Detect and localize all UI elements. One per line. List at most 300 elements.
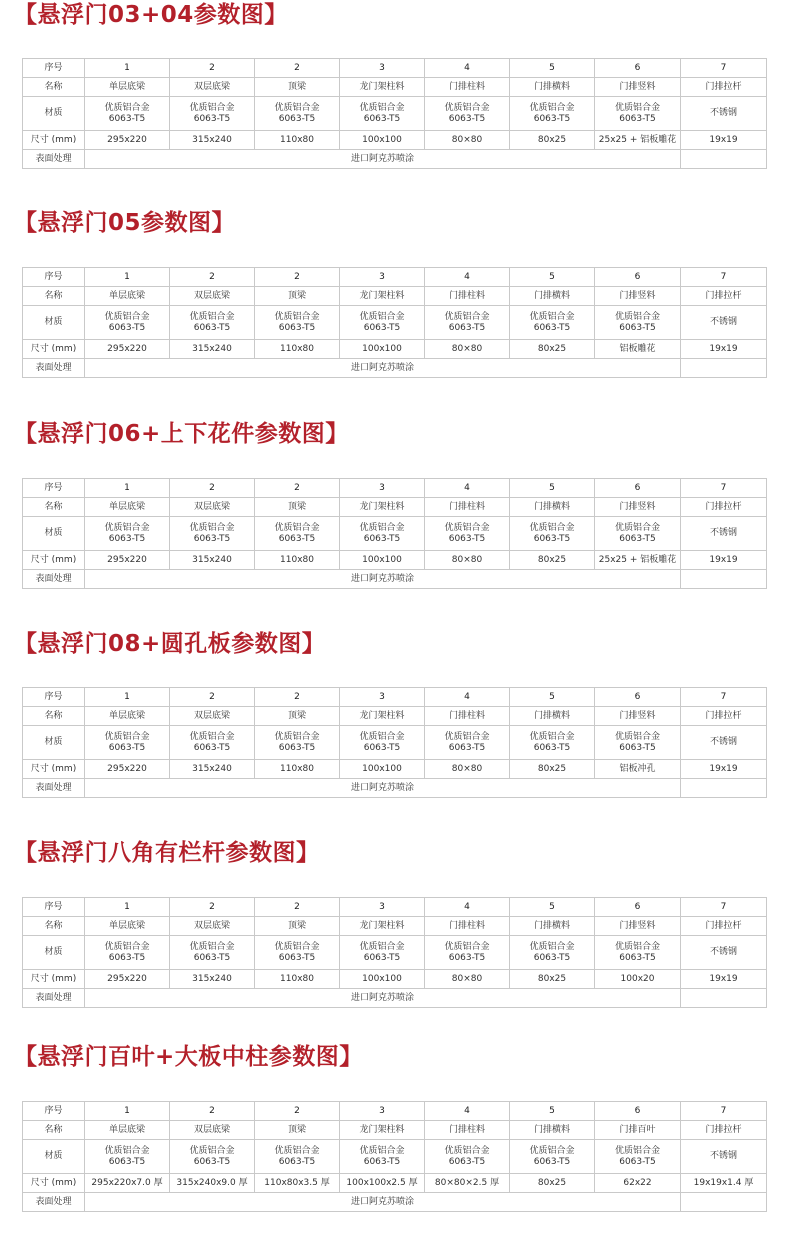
index-cell: 5 <box>510 268 595 287</box>
material-name: 优质铝合金 <box>104 522 150 533</box>
material-name: 不锈钢 <box>709 1151 737 1161</box>
material-name: 不锈钢 <box>709 737 737 747</box>
material-name: 不锈钢 <box>709 528 737 538</box>
material-cell <box>340 1140 425 1174</box>
index-cell: 7 <box>681 59 767 78</box>
material-grade: 6063-T5 <box>193 533 231 544</box>
row-label: 材质 <box>23 1140 85 1174</box>
part-name-cell: 双层底梁 <box>170 287 255 306</box>
material-grade: 6063-T5 <box>619 113 656 124</box>
part-name-cell: 顶梁 <box>255 498 340 517</box>
material-name: 优质铝合金 <box>614 941 660 952</box>
material-cell <box>595 1140 681 1174</box>
material-cell <box>340 936 425 970</box>
spec-table <box>22 58 767 169</box>
row-label: 表面处理 <box>23 1193 85 1212</box>
material-grade: 6063-T5 <box>533 952 571 963</box>
size-cell: 110x80 <box>255 340 340 359</box>
part-name-cell: 门排柱料 <box>425 498 510 517</box>
empty-cell <box>681 150 767 169</box>
material-name: 优质铝合金 <box>444 941 490 952</box>
material-name: 优质铝合金 <box>444 522 490 533</box>
material-cell <box>681 97 767 131</box>
material-grade: 6063-T5 <box>193 1156 231 1167</box>
empty-cell <box>681 779 767 798</box>
material-name: 优质铝合金 <box>529 941 575 952</box>
part-name-cell: 单层底梁 <box>85 1121 170 1140</box>
material-grade: 6063-T5 <box>278 952 316 963</box>
size-cell: 80×80 <box>425 970 510 989</box>
index-cell: 4 <box>425 59 510 78</box>
size-cell: 295x220 <box>85 340 170 359</box>
material-cell <box>595 726 681 760</box>
size-cell: 295x220 <box>85 131 170 150</box>
material-cell <box>340 97 425 131</box>
material-cell <box>510 306 595 340</box>
size-cell: 100x100 <box>340 760 425 779</box>
material-cell <box>85 1140 170 1174</box>
material-grade: 6063-T5 <box>533 113 571 124</box>
material-cell <box>681 726 767 760</box>
row-label: 序号 <box>23 59 85 78</box>
material-cell <box>255 517 340 551</box>
index-cell: 4 <box>425 479 510 498</box>
material-name: 优质铝合金 <box>359 522 405 533</box>
material-grade: 6063-T5 <box>619 1156 656 1167</box>
size-cell: 19x19 <box>681 760 767 779</box>
material-grade: 6063-T5 <box>193 322 231 333</box>
material-grade: 6063-T5 <box>363 1156 401 1167</box>
row-label: 名称 <box>23 498 85 517</box>
part-name-cell: 门排拉杆 <box>681 917 767 936</box>
material-grade: 6063-T5 <box>448 952 486 963</box>
material-cell <box>510 726 595 760</box>
index-cell: 4 <box>425 268 510 287</box>
material-name: 优质铝合金 <box>189 941 235 952</box>
material-grade: 6063-T5 <box>363 952 401 963</box>
material-grade: 6063-T5 <box>363 113 401 124</box>
index-cell: 7 <box>681 268 767 287</box>
part-name-cell: 门排拉杆 <box>681 498 767 517</box>
part-name-cell: 门排柱料 <box>425 287 510 306</box>
size-cell: 315x240 <box>170 340 255 359</box>
size-cell: 295x220 <box>85 760 170 779</box>
part-name-cell: 双层底梁 <box>170 78 255 97</box>
material-cell <box>595 936 681 970</box>
material-name: 优质铝合金 <box>274 522 320 533</box>
part-name-cell: 门排拉杆 <box>681 707 767 726</box>
material-grade: 6063-T5 <box>363 742 401 753</box>
size-row <box>23 760 767 779</box>
material-name: 优质铝合金 <box>529 1145 575 1156</box>
index-cell: 3 <box>340 898 425 917</box>
material-grade: 6063-T5 <box>108 952 146 963</box>
material-name: 优质铝合金 <box>529 102 575 113</box>
part-name-cell: 门排横料 <box>510 287 595 306</box>
size-cell: 110x80 <box>255 131 340 150</box>
section-title: 【悬浮门八角有栏杆参数图】 <box>14 840 320 866</box>
material-grade: 6063-T5 <box>278 1156 316 1167</box>
material-row <box>23 726 767 760</box>
size-cell: 315x240 <box>170 551 255 570</box>
size-cell: 80x25 <box>510 1174 595 1193</box>
surface-row <box>23 359 767 378</box>
material-name: 优质铝合金 <box>274 731 320 742</box>
material-cell <box>85 306 170 340</box>
part-name-cell: 龙门架柱料 <box>340 707 425 726</box>
index-cell: 1 <box>85 479 170 498</box>
index-cell: 6 <box>595 268 681 287</box>
size-cell: 铝板冲孔 <box>595 760 681 779</box>
material-grade: 6063-T5 <box>619 952 656 963</box>
row-label: 名称 <box>23 707 85 726</box>
material-cell <box>425 306 510 340</box>
index-cell: 2 <box>170 479 255 498</box>
part-name-cell: 门排拉杆 <box>681 1121 767 1140</box>
size-cell: 295x220 <box>85 970 170 989</box>
material-name: 优质铝合金 <box>359 311 405 322</box>
part-name-cell: 单层底梁 <box>85 917 170 936</box>
material-grade: 6063-T5 <box>533 1156 571 1167</box>
material-cell <box>170 517 255 551</box>
part-name-cell: 门排横料 <box>510 78 595 97</box>
material-grade: 6063-T5 <box>278 322 316 333</box>
size-row <box>23 1174 767 1193</box>
surface-row <box>23 989 767 1008</box>
row-label: 材质 <box>23 936 85 970</box>
surface-row <box>23 150 767 169</box>
size-row <box>23 340 767 359</box>
size-cell: 19x19 <box>681 340 767 359</box>
part-name-cell: 顶梁 <box>255 78 340 97</box>
material-name: 优质铝合金 <box>104 311 150 322</box>
material-name: 优质铝合金 <box>104 731 150 742</box>
size-cell: 25x25 + 铝板雕花 <box>595 131 681 150</box>
spec-table <box>22 267 767 378</box>
material-cell <box>681 1140 767 1174</box>
size-cell: 19x19 <box>681 131 767 150</box>
part-name-cell: 门排横料 <box>510 707 595 726</box>
index-cell: 5 <box>510 59 595 78</box>
size-cell: 62x22 <box>595 1174 681 1193</box>
size-cell: 100x100 <box>340 551 425 570</box>
index-cell: 5 <box>510 688 595 707</box>
name-row <box>23 287 767 306</box>
index-cell: 1 <box>85 898 170 917</box>
header-row <box>23 1102 767 1121</box>
material-name: 优质铝合金 <box>189 102 235 113</box>
part-name-cell: 门排横料 <box>510 1121 595 1140</box>
part-name-cell: 龙门架柱料 <box>340 1121 425 1140</box>
row-label: 材质 <box>23 517 85 551</box>
surface-cell: 进口阿克苏喷涂 <box>85 359 681 378</box>
index-cell: 2 <box>170 898 255 917</box>
index-cell: 4 <box>425 898 510 917</box>
empty-cell <box>681 989 767 1008</box>
material-name: 优质铝合金 <box>614 102 660 113</box>
part-name-cell: 门排拉杆 <box>681 287 767 306</box>
part-name-cell: 单层底梁 <box>85 498 170 517</box>
header-row <box>23 268 767 287</box>
material-cell <box>510 936 595 970</box>
material-name: 优质铝合金 <box>104 941 150 952</box>
material-cell <box>85 517 170 551</box>
material-cell <box>85 97 170 131</box>
size-cell: 315x240x9.0 厚 <box>170 1174 255 1193</box>
index-cell: 2 <box>255 479 340 498</box>
header-row <box>23 59 767 78</box>
material-grade: 6063-T5 <box>193 952 231 963</box>
part-name-cell: 门排拉杆 <box>681 78 767 97</box>
material-cell <box>681 517 767 551</box>
part-name-cell: 单层底梁 <box>85 78 170 97</box>
material-grade: 6063-T5 <box>619 742 656 753</box>
material-grade: 6063-T5 <box>448 1156 486 1167</box>
material-grade: 6063-T5 <box>278 113 316 124</box>
material-grade: 6063-T5 <box>108 113 146 124</box>
material-cell <box>170 936 255 970</box>
part-name-cell: 门排竖料 <box>595 498 681 517</box>
material-name: 优质铝合金 <box>444 731 490 742</box>
size-cell: 80×80 <box>425 760 510 779</box>
row-label: 表面处理 <box>23 779 85 798</box>
index-cell: 5 <box>510 898 595 917</box>
section-title: 【悬浮门03+04参数图】 <box>14 2 288 28</box>
part-name-cell: 单层底梁 <box>85 287 170 306</box>
material-grade: 6063-T5 <box>448 742 486 753</box>
part-name-cell: 顶梁 <box>255 287 340 306</box>
row-label: 名称 <box>23 1121 85 1140</box>
size-cell: 100x100 <box>340 131 425 150</box>
material-name: 优质铝合金 <box>359 102 405 113</box>
header-row <box>23 479 767 498</box>
index-cell: 2 <box>255 1102 340 1121</box>
size-cell: 100x100 <box>340 340 425 359</box>
material-name: 优质铝合金 <box>359 941 405 952</box>
material-cell <box>255 97 340 131</box>
part-name-cell: 门排柱料 <box>425 1121 510 1140</box>
empty-cell <box>681 570 767 589</box>
size-row <box>23 131 767 150</box>
surface-cell: 进口阿克苏喷涂 <box>85 989 681 1008</box>
index-cell: 3 <box>340 688 425 707</box>
material-cell <box>510 97 595 131</box>
surface-cell: 进口阿克苏喷涂 <box>85 570 681 589</box>
row-label: 名称 <box>23 78 85 97</box>
row-label: 材质 <box>23 97 85 131</box>
material-cell <box>425 726 510 760</box>
part-name-cell: 门排竖料 <box>595 287 681 306</box>
empty-cell <box>681 359 767 378</box>
material-grade: 6063-T5 <box>278 742 316 753</box>
section-title: 【悬浮门05参数图】 <box>14 210 236 236</box>
index-cell: 6 <box>595 479 681 498</box>
index-cell: 5 <box>510 1102 595 1121</box>
material-name: 不锈钢 <box>709 108 737 118</box>
material-grade: 6063-T5 <box>363 322 401 333</box>
size-cell: 315x240 <box>170 760 255 779</box>
material-name: 优质铝合金 <box>614 1145 660 1156</box>
material-cell <box>85 936 170 970</box>
material-grade: 6063-T5 <box>193 113 231 124</box>
material-name: 优质铝合金 <box>444 311 490 322</box>
index-cell: 5 <box>510 479 595 498</box>
header-row <box>23 898 767 917</box>
material-grade: 6063-T5 <box>533 533 571 544</box>
material-cell <box>340 306 425 340</box>
size-cell: 80x25 <box>510 760 595 779</box>
size-cell: 80x25 <box>510 340 595 359</box>
material-grade: 6063-T5 <box>363 533 401 544</box>
material-name: 优质铝合金 <box>104 102 150 113</box>
material-cell <box>425 517 510 551</box>
index-cell: 3 <box>340 268 425 287</box>
part-name-cell: 顶梁 <box>255 917 340 936</box>
part-name-cell: 门排竖料 <box>595 78 681 97</box>
index-cell: 1 <box>85 1102 170 1121</box>
spec-section <box>0 208 790 408</box>
size-cell: 295x220 <box>85 551 170 570</box>
row-label: 尺寸 (mm) <box>23 760 85 779</box>
name-row <box>23 917 767 936</box>
size-cell: 80x25 <box>510 551 595 570</box>
row-label: 名称 <box>23 917 85 936</box>
name-row <box>23 498 767 517</box>
index-cell: 2 <box>255 268 340 287</box>
material-name: 优质铝合金 <box>529 731 575 742</box>
size-cell: 80×80 <box>425 340 510 359</box>
size-cell: 19x19 <box>681 970 767 989</box>
size-cell: 110x80 <box>255 551 340 570</box>
surface-cell: 进口阿克苏喷涂 <box>85 1193 681 1212</box>
material-cell <box>170 726 255 760</box>
material-grade: 6063-T5 <box>533 742 571 753</box>
material-cell <box>681 936 767 970</box>
row-label: 序号 <box>23 688 85 707</box>
part-name-cell: 门排竖料 <box>595 707 681 726</box>
index-cell: 1 <box>85 688 170 707</box>
material-cell <box>255 306 340 340</box>
size-cell: 315x240 <box>170 970 255 989</box>
index-cell: 2 <box>255 59 340 78</box>
size-cell: 80x25 <box>510 131 595 150</box>
material-name: 不锈钢 <box>709 947 737 957</box>
part-name-cell: 双层底梁 <box>170 707 255 726</box>
size-cell: 19x19x1.4 厚 <box>681 1174 767 1193</box>
name-row <box>23 78 767 97</box>
material-name: 优质铝合金 <box>614 731 660 742</box>
material-row <box>23 97 767 131</box>
row-label: 名称 <box>23 287 85 306</box>
material-cell <box>681 306 767 340</box>
material-cell <box>595 306 681 340</box>
material-cell <box>340 726 425 760</box>
part-name-cell: 门排柱料 <box>425 78 510 97</box>
index-cell: 2 <box>170 59 255 78</box>
name-row <box>23 1121 767 1140</box>
index-cell: 2 <box>255 688 340 707</box>
size-cell: 80×80 <box>425 131 510 150</box>
index-cell: 2 <box>170 268 255 287</box>
material-grade: 6063-T5 <box>619 533 656 544</box>
material-cell <box>425 97 510 131</box>
surface-cell: 进口阿克苏喷涂 <box>85 150 681 169</box>
section-title: 【悬浮门08+圆孔板参数图】 <box>14 631 326 657</box>
part-name-cell: 龙门架柱料 <box>340 917 425 936</box>
row-label: 序号 <box>23 268 85 287</box>
index-cell: 4 <box>425 1102 510 1121</box>
material-cell <box>340 517 425 551</box>
material-grade: 6063-T5 <box>619 322 656 333</box>
index-cell: 7 <box>681 1102 767 1121</box>
size-cell: 110x80 <box>255 970 340 989</box>
index-cell: 6 <box>595 1102 681 1121</box>
material-name: 优质铝合金 <box>614 522 660 533</box>
material-grade: 6063-T5 <box>278 533 316 544</box>
spec-section <box>0 838 790 1038</box>
part-name-cell: 双层底梁 <box>170 1121 255 1140</box>
part-name-cell: 门排竖料 <box>595 917 681 936</box>
row-label: 表面处理 <box>23 150 85 169</box>
material-cell <box>85 726 170 760</box>
size-cell: 80×80 <box>425 551 510 570</box>
material-row <box>23 517 767 551</box>
material-grade: 6063-T5 <box>448 533 486 544</box>
material-name: 优质铝合金 <box>274 941 320 952</box>
material-name: 优质铝合金 <box>444 102 490 113</box>
row-label: 尺寸 (mm) <box>23 970 85 989</box>
material-name: 优质铝合金 <box>529 311 575 322</box>
part-name-cell: 门排柱料 <box>425 917 510 936</box>
material-name: 优质铝合金 <box>444 1145 490 1156</box>
size-cell: 25x25 + 铝板雕花 <box>595 551 681 570</box>
size-cell: 110x80x3.5 厚 <box>255 1174 340 1193</box>
material-grade: 6063-T5 <box>533 322 571 333</box>
part-name-cell: 顶梁 <box>255 707 340 726</box>
size-row <box>23 970 767 989</box>
row-label: 尺寸 (mm) <box>23 340 85 359</box>
index-cell: 7 <box>681 688 767 707</box>
material-cell <box>425 936 510 970</box>
size-cell: 100x100x2.5 厚 <box>340 1174 425 1193</box>
material-row <box>23 306 767 340</box>
index-cell: 2 <box>255 898 340 917</box>
index-cell: 7 <box>681 479 767 498</box>
material-row <box>23 1140 767 1174</box>
material-grade: 6063-T5 <box>108 742 146 753</box>
surface-cell: 进口阿克苏喷涂 <box>85 779 681 798</box>
row-label: 表面处理 <box>23 989 85 1008</box>
row-label: 序号 <box>23 1102 85 1121</box>
size-cell: 80×80×2.5 厚 <box>425 1174 510 1193</box>
material-name: 优质铝合金 <box>189 731 235 742</box>
material-name: 优质铝合金 <box>274 311 320 322</box>
material-name: 优质铝合金 <box>529 522 575 533</box>
part-name-cell: 单层底梁 <box>85 707 170 726</box>
material-cell <box>170 306 255 340</box>
index-cell: 6 <box>595 59 681 78</box>
surface-row <box>23 570 767 589</box>
material-cell <box>595 97 681 131</box>
empty-cell <box>681 1193 767 1212</box>
material-name: 优质铝合金 <box>189 311 235 322</box>
material-cell <box>595 517 681 551</box>
index-cell: 4 <box>425 688 510 707</box>
part-name-cell: 门排横料 <box>510 498 595 517</box>
index-cell: 3 <box>340 479 425 498</box>
material-grade: 6063-T5 <box>108 1156 146 1167</box>
material-cell <box>425 1140 510 1174</box>
